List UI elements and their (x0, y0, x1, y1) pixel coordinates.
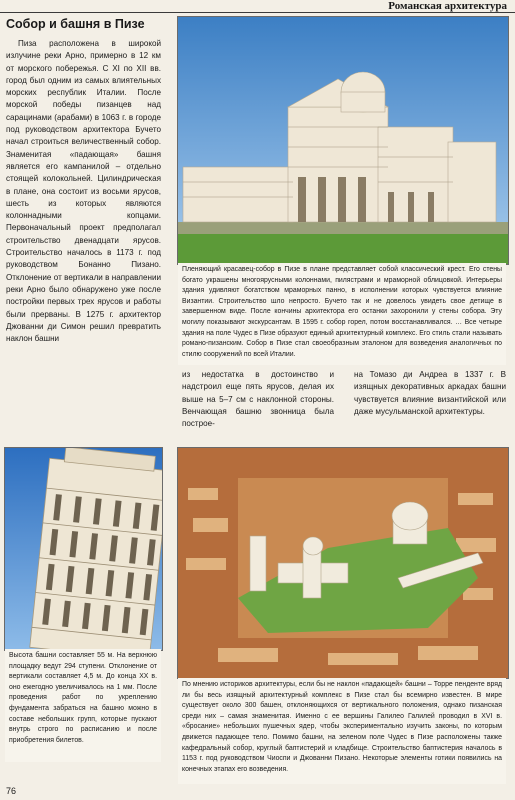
paragraph: на Томазо ди Андреа в 1337 г. В изящных декоративных аркадах башни чувствуется влияние византийской или даже мусульманской архитектуры. (354, 370, 506, 416)
cathedral-photo (177, 16, 509, 265)
tower-photo (4, 447, 163, 651)
page-number: 76 (6, 786, 17, 796)
tower-caption: Высота башни составляет 55 м. На верхнюю площадку ведут 294 ступени. Отклонение от вертикали составляет 4,5 м. До конца XX в. оно ежегодно увеличивалось на 1 мм. После проведения работ по укреплению фундамента забраться на башню можно в составе небольших групп, которые пускают внутрь строго по расписанию и после приобретения билетов. (5, 649, 161, 762)
aerial-photo (177, 447, 509, 679)
aerial-caption: По мнению историков архитектуры, если бы не наклон «падающей» башни – Торре пенденте вряд ли бы весь изящный архитектурный комплекс в Пизе стал бы всемирно известен. В мире существует около 300 башен, отклоняющихся от вертикального положения, однако пизанская среди них – самая знаменитая. Именно с ее вершины Галилео Галилей проводил в XVI в. «бросание» небольших пушечных ядер, чтобы экспериментально изучить законы, по которым движется падающее тело. Помимо башни, на зеленом поле Чудес в Пизе расположены также кафедральный собор, круглый баптистерий и кладбище. Строительство баптистерия началось в 1153 г. под руководством Чиоспи и Джованни Пизано. Некоторые элементы готики появились на конечных этапах его возведения. (178, 678, 506, 784)
paragraph: Пиза расположена в широкой излучине реки Арно, примерно в 12 км от морского побережья. С XI по XII вв. город был одним из самых влиятельных морских республик Италии. После морской победы пизанцев над сарацинами (арабами) в 1063 г. в городе под руководством архитектора Бучето начал строиться величественный собор. Знаменитая «падающая» башня является его кампанилой – отдельно стоящей колокольней. Цилиндрическая в плане, она состоит из восьми ярусов, шесть из которых являются колоннадными копцами. Первоначальный проект предполагал строительство двенадцати ярусов. Строительство началось в 1173 г. под руководством Бонанно Пизано. Отклонение от вертикали в направлении реки Арно было обнаружено уже после постройки первых трех ярусов и работы были прерваны. В 1275 г. архитектор Джованни ди Симон решил превратить наклон башни (6, 39, 161, 344)
paragraph: из недостатка в достоинство и надстроил еще пять ярусов, делая их выше на 5–7 см с наклонной стороны. Венчающая башню звонница была построе- (182, 370, 334, 429)
middle-column-2-text (354, 369, 506, 439)
left-column-text (6, 38, 161, 438)
article-title: Собор и башня в Пизе (6, 17, 145, 31)
middle-column-1-text (182, 369, 334, 439)
cathedral-caption: Пленяющий красавец-собор в Пизе в плане представляет собой классический крест. Его стены богато украшены многоярусными колоннами, пилястрами и мраморной облицовкой. Интерьеры здания удивляют богатством мраморных панно, в исполнении которых чувствуется влияние Византии. Строительство шло непросто. Бучето так и не довелось увидеть свое детище в завершенном виде. После кончины архитектора его останки захоронили у стены собора. Эту могилу показывают экскурсантам. В 1595 г. собор горел, потом восстанавливался. … Все четыре здания на поле Чудес в Пизе образуют единый архитектурный комплекс. Его стиль стали называть романо-пизанским. Собор в Пизе стал своеобразным эталоном для возведения аналогичных по стилю сооружений по всей Италии. (178, 263, 506, 365)
section-title: Романская архитектура (380, 0, 507, 12)
